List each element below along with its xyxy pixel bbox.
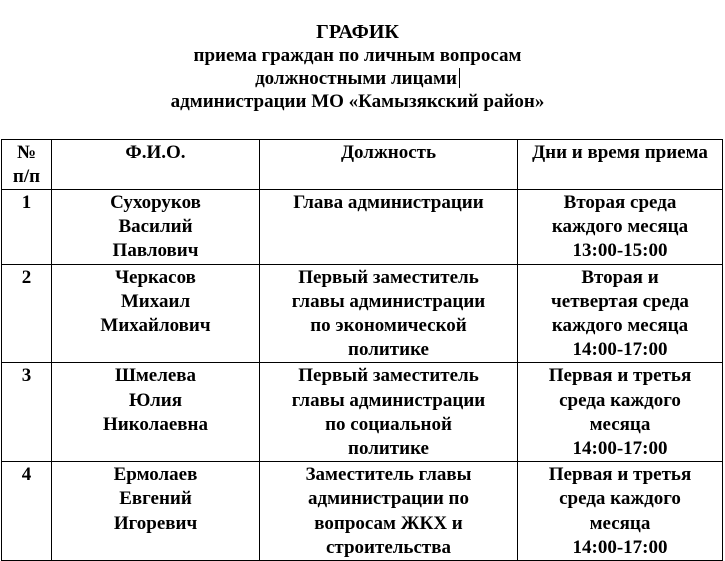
patronymic: Павлович: [112, 240, 199, 262]
time-line: 14:00-17:00: [572, 536, 668, 558]
position-cell: [260, 363, 518, 462]
name-cell: [52, 363, 260, 462]
time-line: среда каждого: [559, 488, 681, 510]
row-number-cell: [2, 190, 52, 265]
first-name: Юлия: [128, 389, 183, 411]
time-line: месяца: [589, 413, 651, 435]
time-line: четвертая среда: [551, 290, 689, 312]
position-line: по экономической: [310, 315, 467, 337]
title-heading: ГРАФИК: [316, 21, 399, 43]
position-line: Глава администрации: [293, 192, 484, 213]
time-line: каждого месяца: [551, 315, 689, 337]
position-line: главы администрации: [291, 290, 486, 312]
time-cell: [518, 190, 723, 265]
row-number: 2: [21, 266, 32, 288]
time-line: каждого месяца: [551, 216, 689, 238]
time-line: среда каждого: [559, 389, 681, 411]
header-number-line-1: №: [16, 142, 37, 163]
time-line: Вторая среда: [563, 192, 677, 213]
header-time: Дни и время приема: [518, 140, 723, 190]
patronymic: Игоревич: [113, 512, 198, 534]
position-line: Заместитель главы: [305, 464, 472, 486]
first-name: Евгений: [119, 488, 192, 510]
time-line: Вторая и: [581, 266, 659, 288]
patronymic: Михайлович: [100, 315, 211, 337]
time-cell: [518, 264, 723, 363]
row-number: 4: [21, 464, 32, 486]
row-number-cell: [2, 462, 52, 561]
name-cell: [52, 190, 260, 265]
surname: Черкасов: [115, 266, 196, 288]
header-name: Ф.И.О.: [52, 140, 260, 190]
surname: Ермолаев: [113, 464, 198, 486]
title-line-2: [0, 67, 725, 90]
table-row: [2, 462, 723, 561]
position-line: Первый заместитель: [298, 365, 479, 387]
name-cell: [52, 264, 260, 363]
title-line-3: администрации МО «Камызякский район»: [170, 91, 545, 112]
time-line: Первая и третья: [548, 464, 692, 486]
schedule-table: [1, 139, 723, 561]
time-cell: [518, 363, 723, 462]
table-row: [2, 264, 723, 363]
row-number-cell: [2, 264, 52, 363]
document-title: [0, 20, 725, 113]
title-line-1: приема граждан по личным вопросам: [193, 45, 522, 66]
surname: Сухоруков: [110, 192, 201, 213]
position-line: Первый заместитель: [298, 266, 479, 288]
position-line: вопросам ЖКХ и: [314, 512, 463, 534]
first-name: Василий: [118, 216, 193, 238]
row-number: 3: [21, 365, 32, 387]
header-position: Должность: [260, 140, 518, 190]
time-line: 14:00-17:00: [572, 339, 668, 361]
time-line: 13:00-15:00: [572, 240, 668, 262]
header-number: [2, 140, 52, 190]
time-line: 14:00-17:00: [572, 438, 668, 460]
row-number: 1: [21, 192, 32, 213]
position-line: главы администрации: [291, 389, 486, 411]
position-line: политике: [348, 438, 429, 460]
header-number-line-2: п/п: [12, 166, 41, 187]
position-cell: [260, 190, 518, 265]
time-line: Первая и третья: [548, 365, 692, 387]
position-line: строительства: [325, 536, 451, 558]
table-row: [2, 363, 723, 462]
position-cell: [260, 264, 518, 363]
text-cursor: [459, 68, 460, 88]
title-line-2-text: должностными лицами: [255, 68, 457, 89]
time-cell: [518, 462, 723, 561]
position-cell: [260, 462, 518, 561]
position-line: администрации по: [308, 488, 469, 510]
first-name: Михаил: [120, 290, 191, 312]
time-line: месяца: [589, 512, 651, 534]
position-line: политике: [348, 339, 429, 361]
table-row: [2, 190, 723, 265]
name-cell: [52, 462, 260, 561]
table-header-row: [2, 140, 723, 190]
position-line: по социальной: [325, 413, 452, 435]
surname: Шмелева: [114, 365, 197, 387]
row-number-cell: [2, 363, 52, 462]
patronymic: Николаевна: [103, 413, 208, 435]
